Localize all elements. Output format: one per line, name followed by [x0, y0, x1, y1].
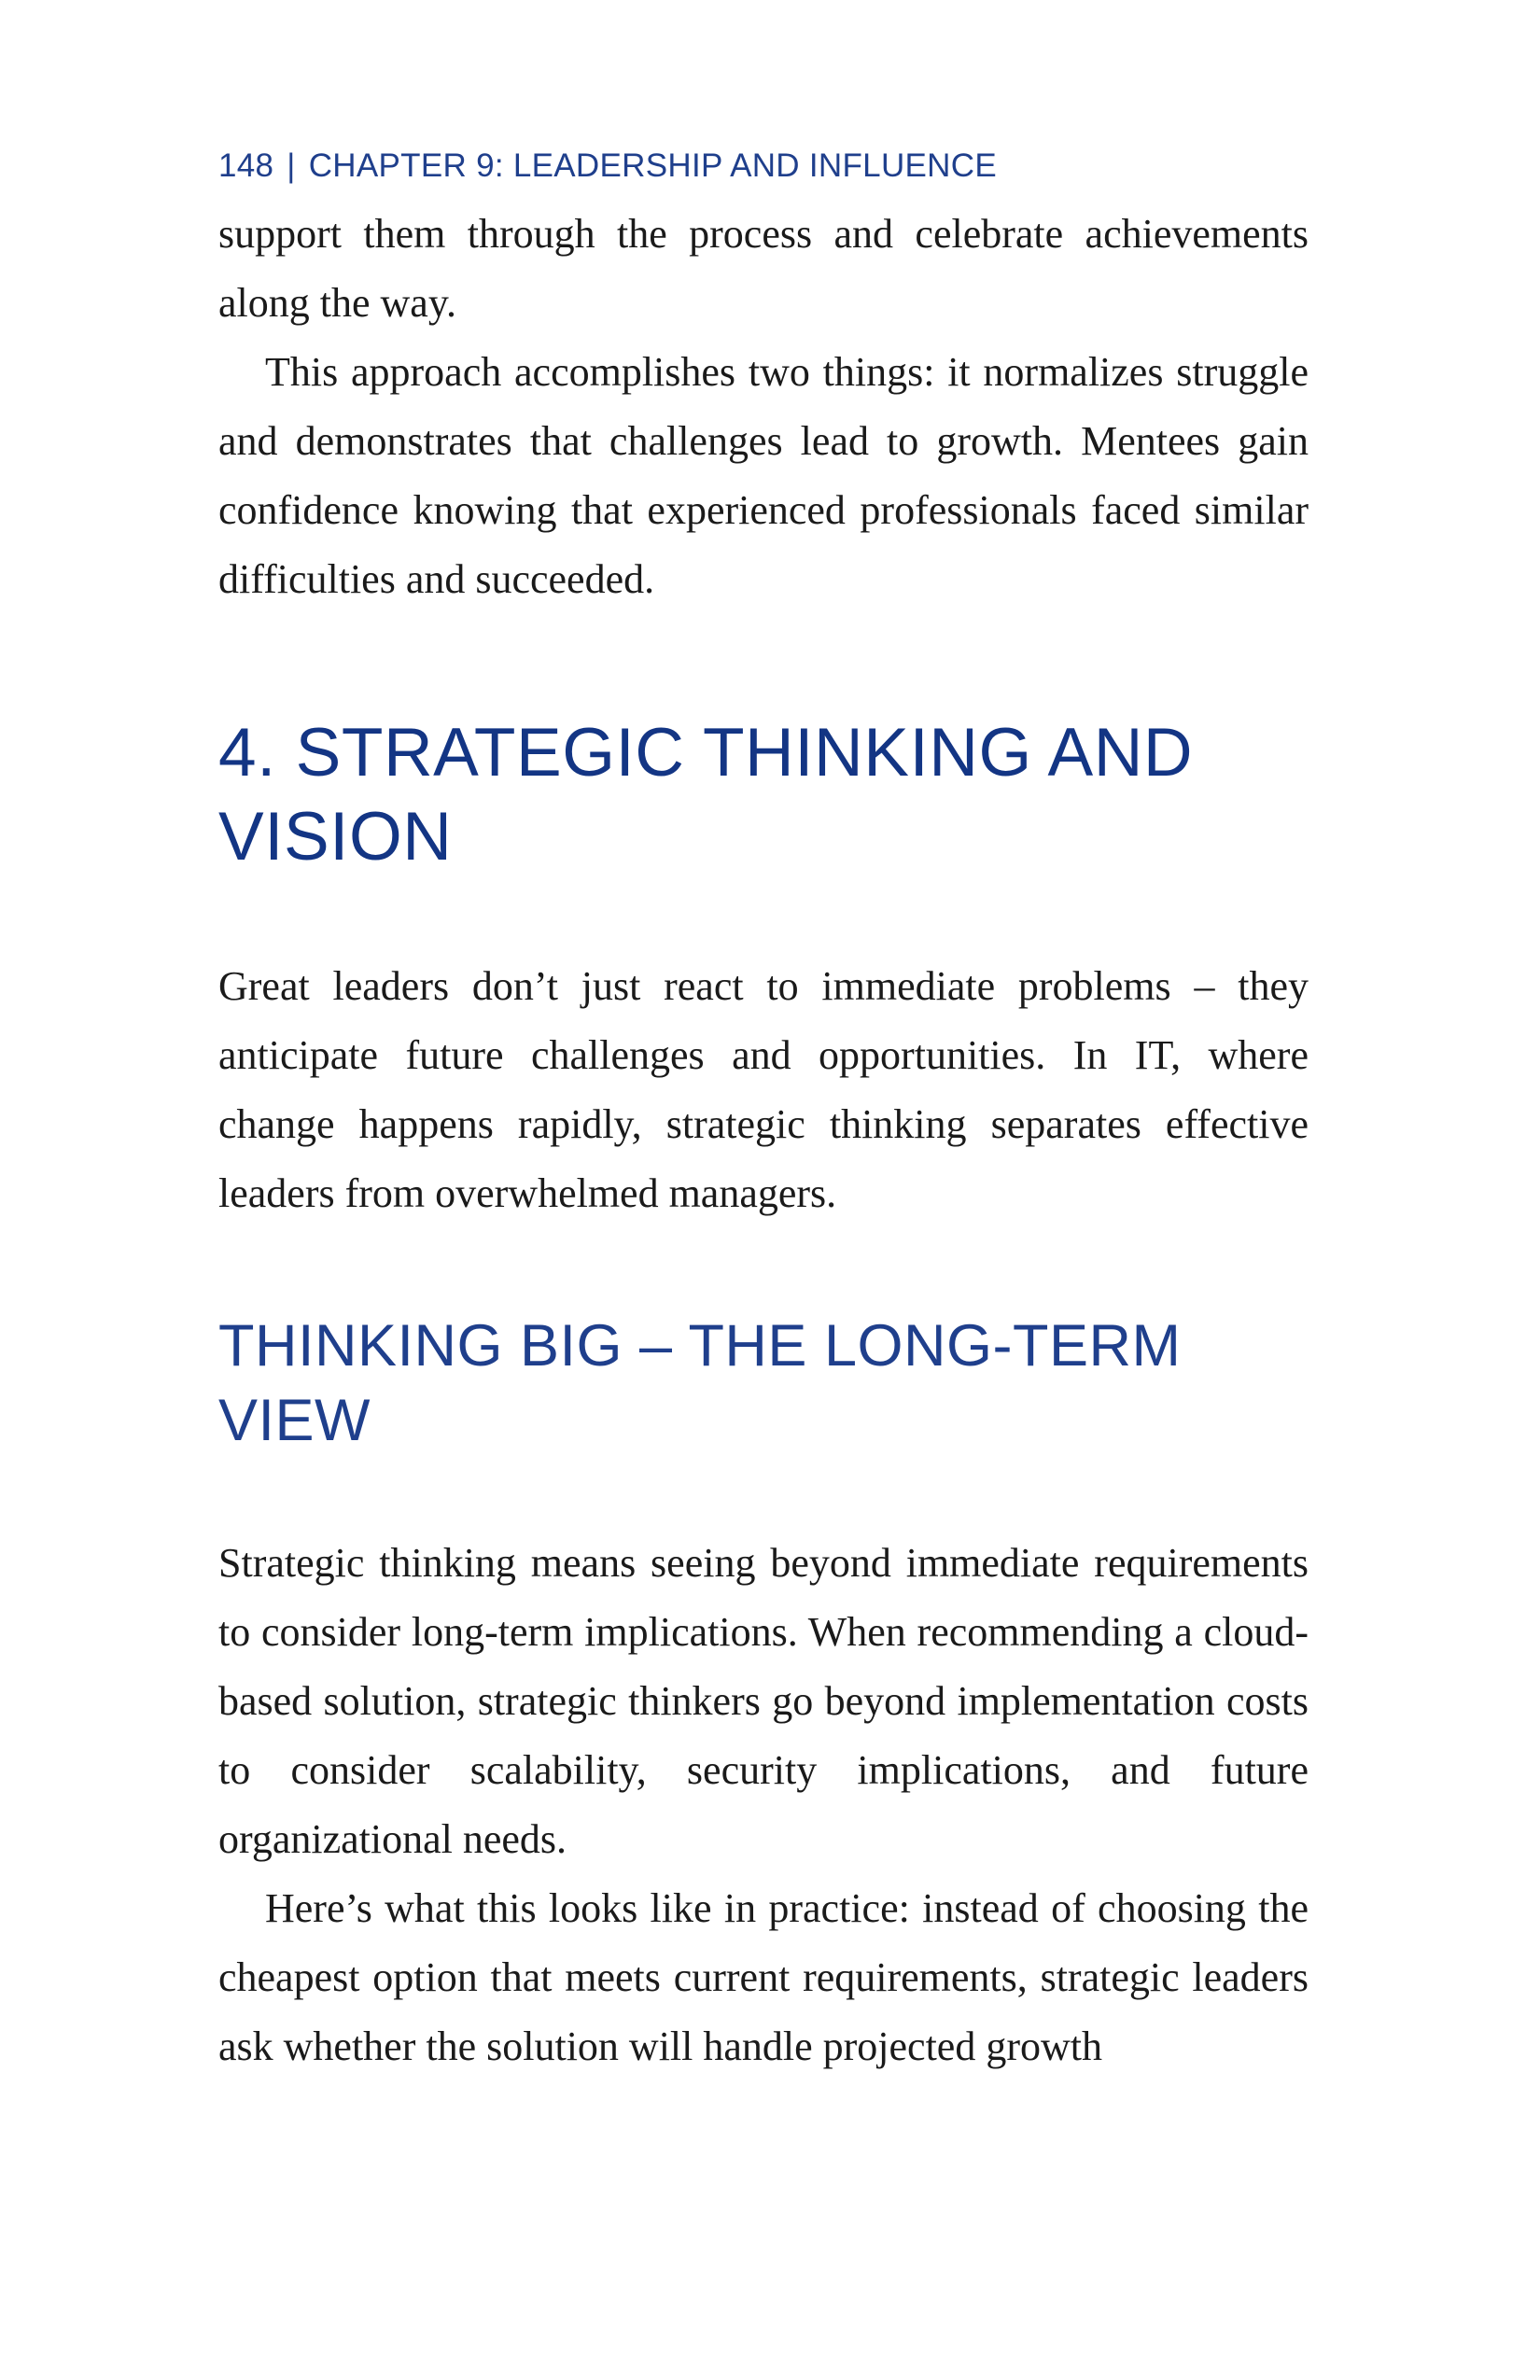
paragraph-great-leaders: Great leaders don’t just react to immediate problems – they anticipate future challenges and opportunities. In IT, where change happens rapidly, strategic thinking separates effective leaders from overwhelmed managers. [218, 963, 1309, 1216]
page-number: 148 [218, 147, 274, 184]
paragraph-approach: This approach accomplishes two things: it normalizes struggle and demonstrates that challenges lead to growth. Mentees gain confidence knowing that experienced professionals faced similar difficulties and succeeded. [218, 349, 1309, 602]
running-header [218, 140, 1309, 192]
header-separator: | [287, 147, 296, 184]
page-content [218, 140, 1309, 2081]
paragraph-in-practice: Here’s what this looks like in practice: instead of choosing the cheapest option that meets current requirements, strategic leaders ask whether the solution will handle projected growth [218, 1885, 1309, 2069]
subsection-heading: THINKING BIG – THE LONG-TERM VIEW [218, 1313, 1182, 1453]
paragraph-continued: support them through the process and celebrate achievements along the way. [218, 211, 1309, 326]
section-heading: 4. STRATEGIC THINKING AND VISION [218, 715, 1194, 875]
chapter-title: CHAPTER 9: LEADERSHIP AND INFLUENCE [308, 147, 997, 184]
paragraph-strategic-thinking: Strategic thinking means seeing beyond immediate requirements to consider long-term implications. When recommending a cloud-based solution, strategic thinkers go beyond implementation costs to consider scalability, security implications, and future organizational needs. [218, 1540, 1309, 1862]
